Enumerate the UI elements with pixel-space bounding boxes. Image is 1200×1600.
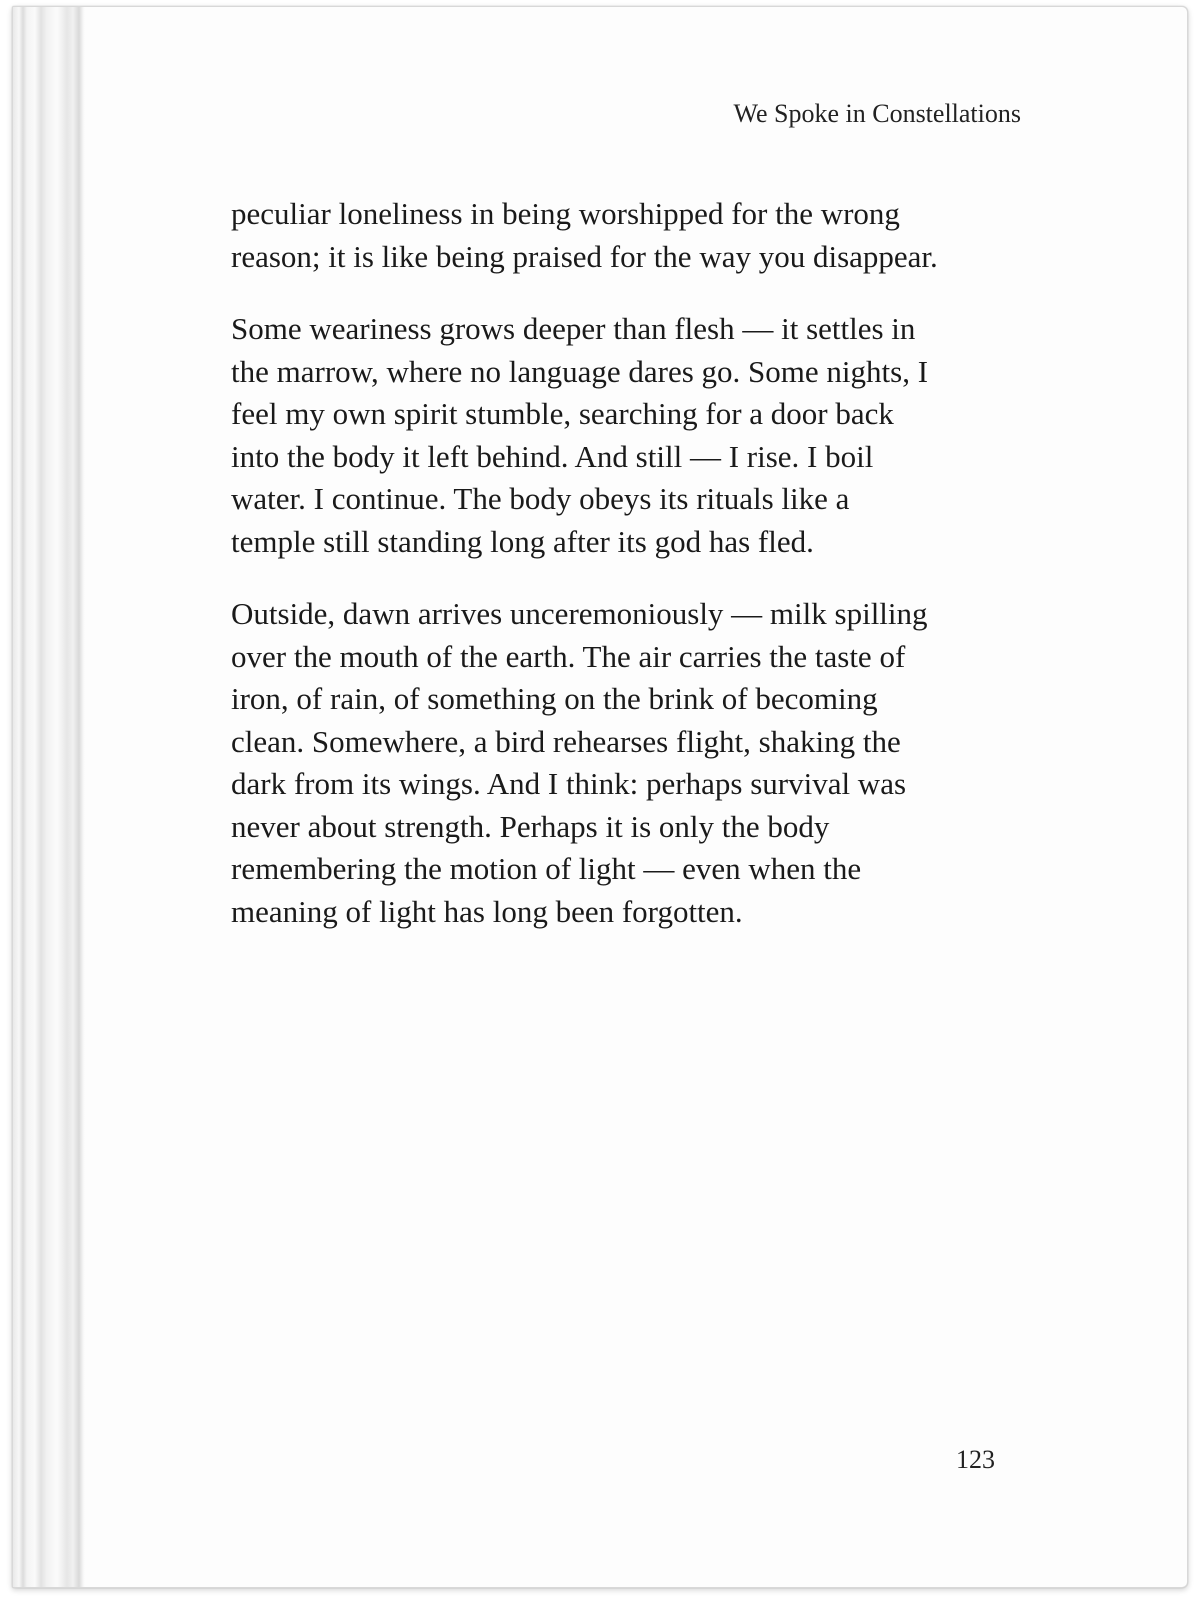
book-page — [12, 6, 1188, 1588]
paragraph-2 — [231, 308, 1031, 563]
text-line: over the mouth of the earth. The air carries the taste of — [231, 638, 906, 674]
text-line: clean. Somewhere, a bird rehearses flight, shaking the — [231, 723, 901, 759]
text-line: temple still standing long after its god has fled. — [231, 523, 814, 559]
running-title: We Spoke in Constellations — [733, 99, 1021, 128]
paragraph-3 — [231, 593, 1031, 933]
text-line: dark from its wings. And I think: perhaps survival was — [231, 766, 907, 801]
text-line: remembering the motion of light — even when the — [231, 851, 862, 886]
paragraph-1 — [231, 193, 1031, 278]
book-spine — [13, 7, 85, 1587]
text-line: water. I continue. The body obeys its rituals like a — [231, 481, 850, 516]
text-line: peculiar loneliness in being worshipped for the wrong — [231, 196, 900, 231]
text-line: the marrow, where no language dares go. Some nights, I — [231, 353, 929, 389]
text-line: feel my own spirit stumble, searching for a door back — [231, 396, 894, 431]
text-line: Some weariness grows deeper than flesh — it settles in — [231, 311, 916, 346]
text-line: Outside, dawn arrives unceremoniously — milk spilling — [231, 596, 928, 631]
text-line: into the body it left behind. And still — I rise. I boil — [231, 438, 874, 474]
body-text — [231, 193, 1031, 963]
text-line: never about strength. Perhaps it is only the body — [231, 808, 830, 844]
text-line: iron, of rain, of something on the brink of becoming — [231, 681, 878, 716]
text-line: reason; it is like being praised for the way you disappear. — [231, 238, 938, 274]
page-number: 123 — [956, 1445, 995, 1474]
text-line: meaning of light has long been forgotten. — [231, 893, 743, 929]
